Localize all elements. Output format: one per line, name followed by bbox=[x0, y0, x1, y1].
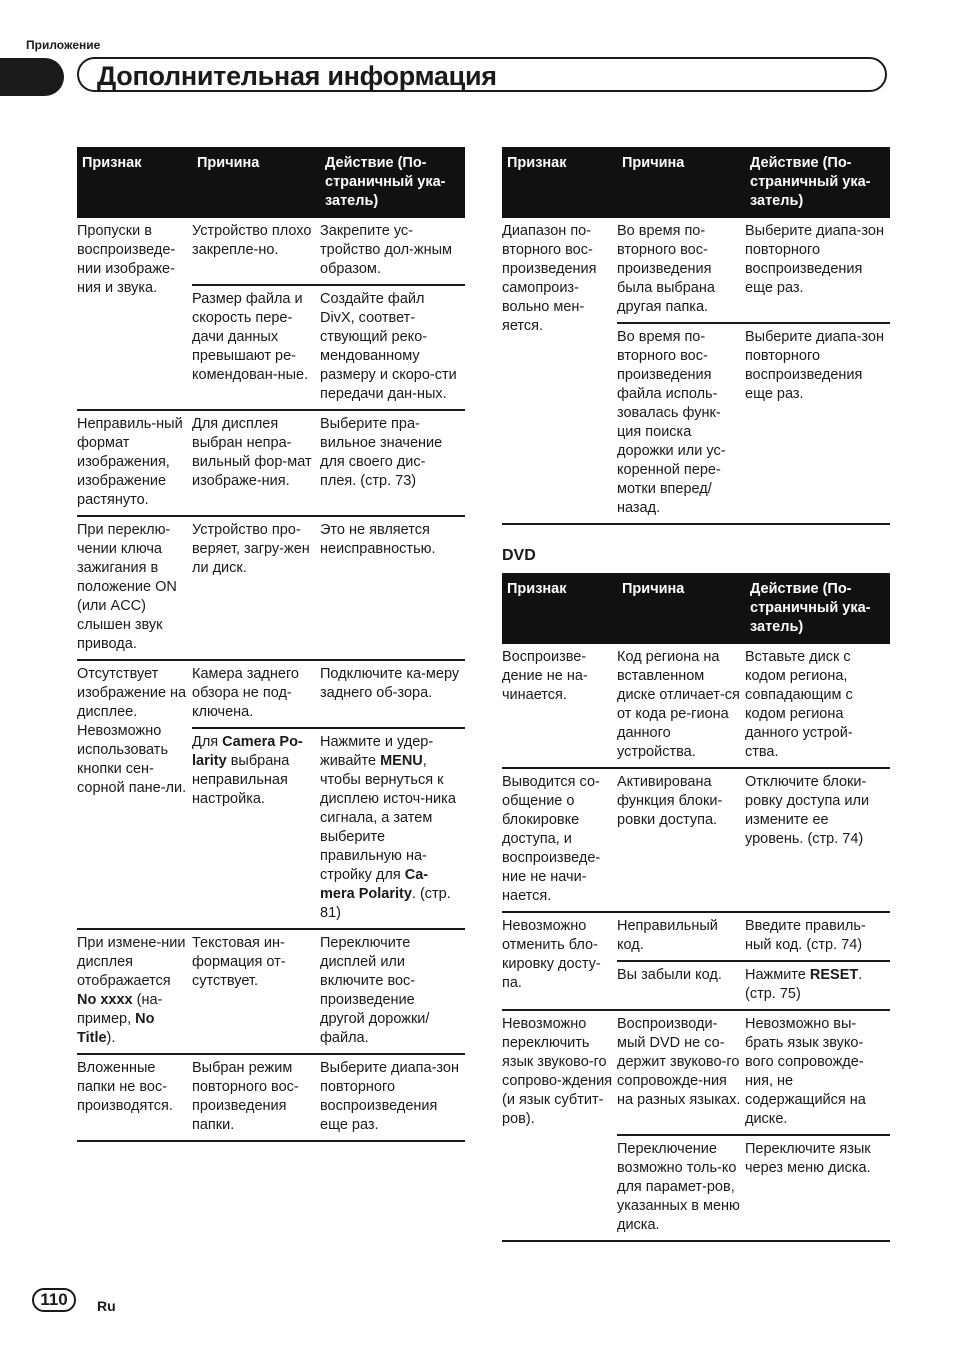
action-button-name: MENU bbox=[380, 753, 423, 769]
table-row bbox=[77, 410, 465, 516]
action-text: , чтобы вернуться к дисплею источ-ника сигнала, а затем выберите правильную на-стройку для bbox=[320, 753, 456, 883]
action-cell: Закрепите ус-тройство дол-жным образом. bbox=[320, 223, 452, 277]
action-cell: Это не является неисправностью. bbox=[320, 516, 465, 660]
action-text: Нажмите bbox=[745, 967, 810, 983]
action-cell: Выберите пра-вильное значение для своего дис-плея. (стр. 73) bbox=[320, 410, 465, 516]
table-header-row bbox=[502, 147, 890, 218]
header-action: Действие (По-страничный ука-затель) bbox=[320, 147, 465, 218]
cause-cell: Выбран режим повторного вос-произведения папки. bbox=[192, 1054, 320, 1141]
page-number: 110 bbox=[32, 1288, 76, 1312]
section-tab-marker bbox=[0, 58, 64, 96]
action-cell: Невозможно вы-брать язык звуко-вого сопровожде-ния, не содержащийся на диске. bbox=[745, 1010, 890, 1135]
table-header-row bbox=[77, 147, 465, 218]
table-row bbox=[502, 1010, 890, 1135]
header-symptom: Признак bbox=[502, 147, 617, 218]
cause-cell: Для дисплея выбран непра-вильный фор-мат изображе-ния. bbox=[192, 410, 320, 516]
right-column bbox=[502, 147, 890, 1242]
action-cell: Выберите диапа-зон повторного воспроизведения еще раз. bbox=[745, 223, 884, 296]
action-text: Нажмите и удер-живайте bbox=[320, 734, 434, 769]
table-row bbox=[77, 516, 465, 660]
table-row bbox=[77, 218, 465, 285]
section-label: Приложение bbox=[26, 38, 101, 52]
dvd-troubleshooting-table bbox=[502, 573, 890, 1242]
symptom-cell: Вложенные папки не вос-производятся. bbox=[77, 1054, 192, 1141]
symptom-cell: Отсутствует изображение на дисплее. Невозможно использовать кнопки сен-сорной пане-ли. bbox=[77, 660, 192, 929]
symptom-cell: Невозможно переключить язык звуково-го сопрово-ждения (и язык субтит-ров). bbox=[502, 1010, 617, 1241]
cause-cell: Во время по-вторного вос-произведения была выбрана другая папка. bbox=[617, 223, 715, 315]
action-cell bbox=[320, 728, 465, 929]
action-text: . (стр. 75) bbox=[745, 967, 863, 1002]
table-row bbox=[502, 644, 890, 768]
symptom-cell: Невозможно отменить бло-кировку досту-па. bbox=[502, 912, 617, 1010]
table-row bbox=[77, 660, 465, 728]
symptom-cell: Пропуски в воспроизведе-нии изображе-ния и звука. bbox=[77, 223, 176, 296]
table-row bbox=[502, 218, 890, 323]
title-frame bbox=[77, 57, 887, 92]
table-row bbox=[502, 912, 890, 961]
left-column bbox=[77, 147, 465, 1142]
header-cause: Причина bbox=[617, 147, 745, 218]
symptom-cell bbox=[77, 929, 192, 1054]
troubleshooting-table-left bbox=[77, 147, 465, 1142]
table-header-row bbox=[502, 573, 890, 644]
header-action: Действие (По-страничный ука-затель) bbox=[745, 573, 890, 644]
cause-cell: Код региона на вставленном диске отличает-ся от кода ре-гиона данного устройства. bbox=[617, 649, 740, 760]
action-cell: Переключите язык через меню диска. bbox=[745, 1135, 890, 1241]
troubleshooting-table-right bbox=[502, 147, 890, 525]
header-symptom: Признак bbox=[502, 573, 617, 644]
cause-cell: Устройство плохо закрепле-но. bbox=[192, 223, 312, 258]
cause-cell: Переключение возможно толь-ко для парамет-ров, указанных в меню диска. bbox=[617, 1135, 745, 1241]
action-cell bbox=[745, 961, 890, 1010]
action-cell: Выберите диапа-зон повторного воспроизведения еще раз. bbox=[320, 1054, 465, 1141]
symptom-cell: Воспроизве-дение не на-чинается. bbox=[502, 649, 588, 703]
action-button-name: RESET bbox=[809, 967, 859, 983]
page-title: Дополнительная информация bbox=[97, 61, 497, 91]
cause-cell bbox=[192, 728, 320, 929]
action-setting-name: Ca-mera Polarity bbox=[320, 867, 429, 902]
header-cause: Причина bbox=[617, 573, 745, 644]
symptom-cell: Диапазон по-вторного вос-произведения самопроиз-вольно мен-яется. bbox=[502, 223, 597, 334]
cause-cell: Устройство про-веряет, загру-жен ли диск. bbox=[192, 516, 320, 660]
header-cause: Причина bbox=[192, 147, 320, 218]
header-symptom: Признак bbox=[77, 147, 192, 218]
cause-cell: Текстовая ин-формация от-сутствует. bbox=[192, 929, 320, 1054]
cause-cell: Размер файла и скорость пере-дачи данных превышают ре-комендован-ные. bbox=[192, 285, 320, 410]
table-row bbox=[77, 1054, 465, 1141]
symptom-text: (на-пример, bbox=[77, 992, 163, 1027]
cause-text: Для bbox=[192, 734, 223, 750]
header-action: Действие (По-страничный ука-затель) bbox=[745, 147, 890, 218]
action-text: . (стр. 81) bbox=[320, 886, 451, 921]
symptom-text: ). bbox=[106, 1030, 116, 1046]
dvd-subheading: DVD bbox=[502, 547, 536, 564]
action-cell: Переключите дисплей или включите вос-произведение другой дорожки/ файла. bbox=[320, 929, 465, 1054]
symptom-cell: При переклю-чении ключа зажигания в положение ON (или ACC) слышен звук привода. bbox=[77, 516, 192, 660]
action-cell: Отключите блоки-ровку доступа или измените ее уровень. (стр. 74) bbox=[745, 768, 890, 912]
cause-setting-name: Camera Po-larity bbox=[192, 734, 303, 769]
table-row bbox=[502, 768, 890, 912]
action-cell: Введите правиль-ный код. (стр. 74) bbox=[745, 912, 890, 961]
symptom-display-text: No Title bbox=[77, 1011, 155, 1046]
action-cell: Вставьте диск с кодом региона, совпадающим с кодом региона данного устрой-ства. bbox=[745, 649, 853, 760]
action-cell: Подключите ка-меру заднего об-зора. bbox=[320, 660, 465, 728]
cause-cell: Неправильный код. bbox=[617, 912, 745, 961]
symptom-text: При измене-нии дисплея отображается bbox=[77, 935, 186, 989]
action-cell: Создайте файл DivX, соответ-ствующий реко-мендованному размеру и скоро-сти передачи дан-ных. bbox=[320, 285, 465, 410]
symptom-cell: Выводится со-общение о блокировке доступа, и воспроизведе-ние не начи-нается. bbox=[502, 768, 617, 912]
cause-text: выбрана неправильная настройка. bbox=[192, 753, 290, 807]
symptom-cell: Неправиль-ный формат изображения, изображение растянуто. bbox=[77, 410, 192, 516]
action-cell: Выберите диапа-зон повторного воспроизведения еще раз. bbox=[745, 323, 890, 524]
cause-cell: Вы забыли код. bbox=[617, 961, 745, 1010]
cause-cell: Воспроизводи-мый DVD не со-держит звуково-го сопровожде-ния на разных языках. bbox=[617, 1010, 745, 1135]
cause-cell: Во время по-вторного вос-произведения файла исполь-зовалась функ-ция поиска дорожки или ус-коренной пере-мотки вперед/ назад. bbox=[617, 323, 745, 524]
language-code: Ru bbox=[97, 1298, 116, 1314]
symptom-display-text: No xxxx bbox=[77, 992, 133, 1008]
cause-cell: Активирована функция блоки-ровки доступа. bbox=[617, 768, 745, 912]
table-row bbox=[77, 929, 465, 1054]
cause-cell: Камера заднего обзора не под-ключена. bbox=[192, 660, 320, 728]
